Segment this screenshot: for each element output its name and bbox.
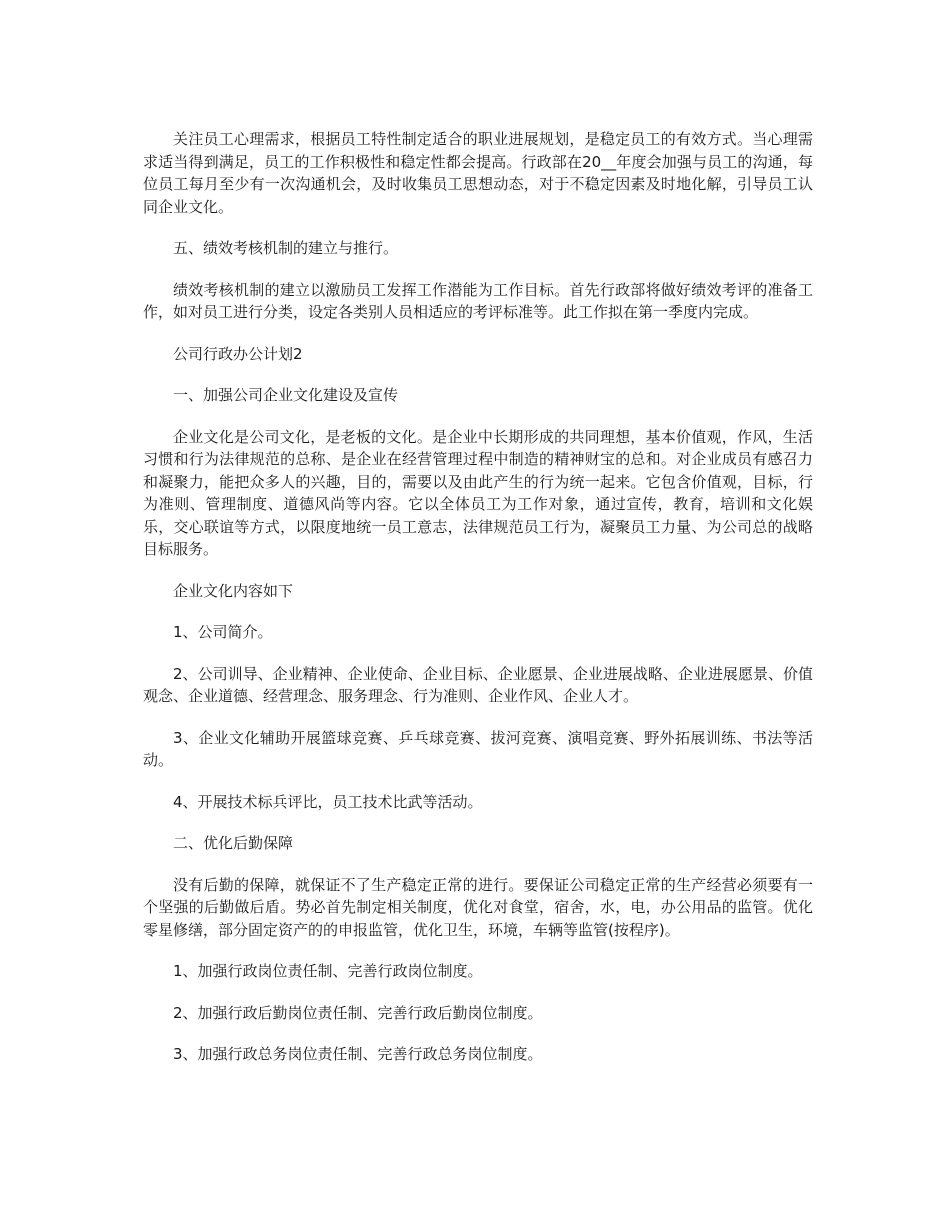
heading-performance-appraisal: 五、绩效考核机制的建立与推行。 [173,239,399,257]
list-item-company-values: 2、公司训导、企业精神、企业使命、企业目标、企业愿景、企业进展战略、企业进展愿景、价值观念、企业道德、经营理念、服务理念、行为准则、企业作风、企业人才。 [143,664,813,705]
list-item-company-profile: 1、公司简介。 [173,623,273,641]
list-item-general-affairs-responsibility: 3、加强行政总务岗位责任制、完善行政总务岗位制度。 [173,1045,543,1063]
paragraph-culture-contents-intro: 企业文化内容如下 [173,581,294,600]
paragraph-corporate-culture: 企业文化是公司文化，是老板的文化。是企业中长期形成的共同理想，基本价值观，作风，生活习惯和行为法律规范的总称、是企业在经营管理过程中制造的精神财宝的总和。对企业成员有感召力和凝聚力，能把众多人的兴趣，目的，需要以及由此产生的行为统一起来。它包含价值观，目标，行为准则、管理制度、道德风尚等内容。它以全体员工为工作对象，通过宣传，教育，培训和文化娱乐，交心联谊等方式，以限度地统一员工意志，法律规范员工行为，凝聚员工力量、为公司总的战略目标服务。 [143,427,813,558]
heading-logistics: 二、优化后勤保障 [173,834,294,852]
list-item-culture-activities: 3、企业文化辅助开展篮球竞赛、乒乓球竞赛、拔河竞赛、演唱竞赛、野外拓展训练、书法等活动。 [143,728,813,769]
heading-corporate-culture: 一、加强公司企业文化建设及宣传 [173,386,399,404]
document-body [143,128,813,1085]
list-item-technical-contest: 4、开展技术标兵评比，员工技术比武等活动。 [173,792,483,811]
list-item-admin-responsibility: 1、加强行政岗位责任制、完善行政岗位制度。 [173,962,483,980]
section-title-plan-2: 公司行政办公计划2 [173,344,303,363]
paragraph-logistics: 没有后勤的保障，就保证不了生产稳定正常的进行。要保证公司稳定正常的生产经营必须要有一个坚强的后勤做后盾。势必首先制定相关制度，优化对食堂，宿舍，水，电，办公用品的监管。优化零星修缮，部分固定资产的的申报监管，优化卫生，环境，车辆等监管(按程序)。 [143,875,813,939]
paragraph-performance-mechanism: 绩效考核机制的建立以激励员工发挥工作潜能为工作目标。首先行政部将做好绩效考评的准备工作，如对员工进行分类，设定各类别人员相适应的考评标准等。此工作拟在第一季度内完成。 [143,280,813,321]
list-item-logistics-responsibility: 2、加强行政后勤岗位责任制、完善行政后勤岗位制度。 [173,1003,543,1022]
paragraph-employee-psychology: 关注员工心理需求，根据员工特性制定适合的职业进展规划，是稳定员工的有效方式。当心理需求适当得到满足，员工的工作积极性和稳定性都会提高。行政部在20__年度会加强与员工的沟通，每位员工每月至少有一次沟通机会，及时收集员工思想动态，对于不稳定因素及时地化解，引导员工认同企业文化。 [143,130,813,216]
